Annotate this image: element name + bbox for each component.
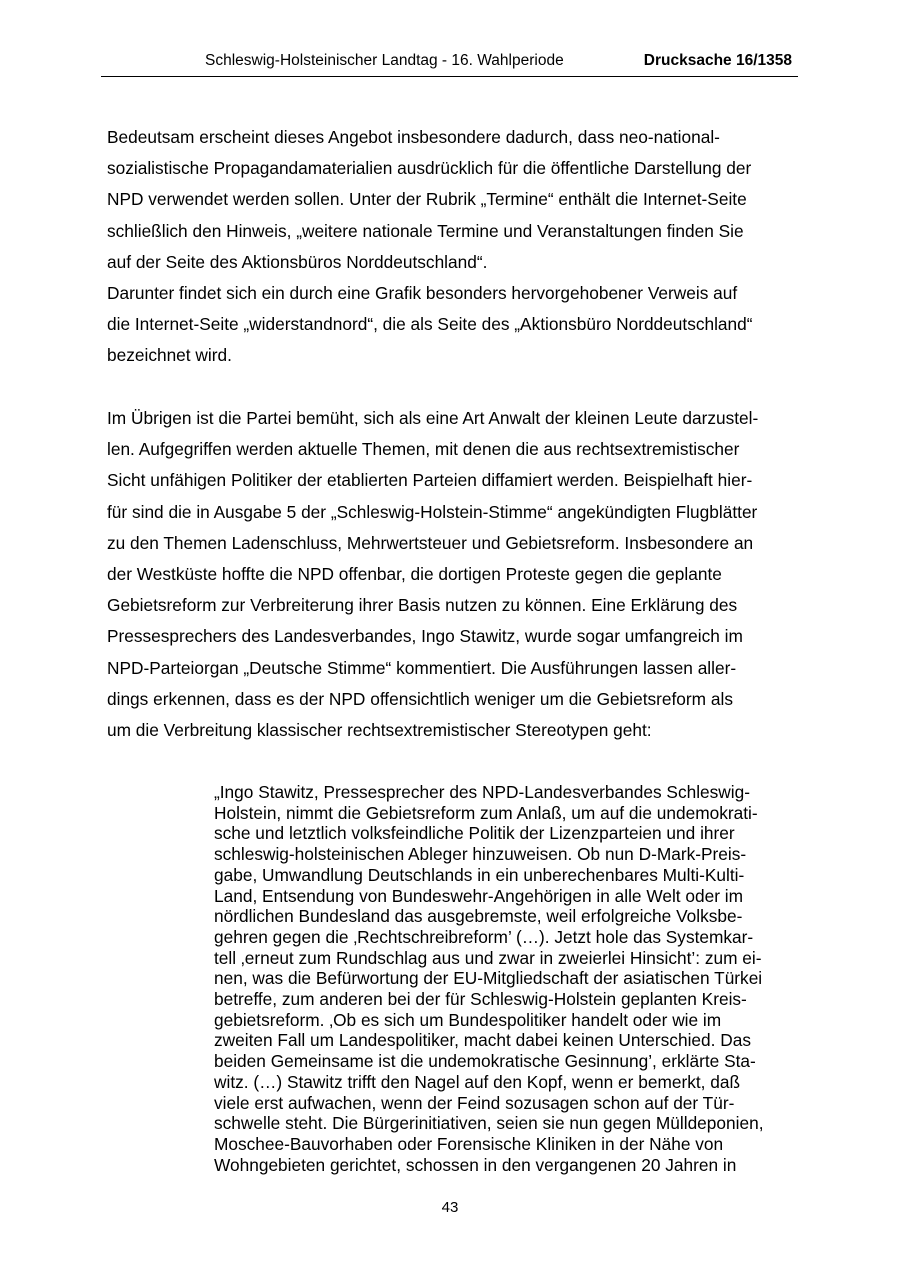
page-number: 43	[441, 1199, 459, 1216]
quote-line: beiden Gemeinsame ist die undemokratische Gesinnung’, erklärte Sta-	[214, 1051, 756, 1072]
paragraph-2	[107, 403, 797, 746]
quote-line: betreffe, zum anderen bei der für Schleswig-Holstein geplanten Kreis-	[214, 989, 747, 1010]
quote-line: schleswig-holsteinischen Ableger hinzuweisen. Ob nun D-Mark-Preis-	[214, 844, 747, 865]
quote-line: Land, Entsendung von Bundeswehr-Angehörigen in alle Welt oder im	[214, 885, 744, 906]
text-line: zu den Themen Ladenschluss, Mehrwertsteuer und Gebietsreform. Insbesondere an	[107, 532, 754, 553]
text-line: der Westküste hoffte die NPD offenbar, die dortigen Proteste gegen die geplante	[107, 564, 722, 585]
quote-line: Holstein, nimmt die Gebietsreform zum Anlaß, um auf die undemokrati-	[214, 802, 758, 823]
text-line: sozialistische Propagandamaterialien ausdrücklich für die öffentliche Darstellung der	[107, 158, 752, 179]
paragraph-1	[107, 122, 797, 372]
quote-line: Moschee-Bauvorhaben oder Forensische Kliniken in der Nähe von	[214, 1133, 724, 1154]
quote-line: viele erst aufwachen, wenn der Feind sozusagen schon auf der Tür-	[214, 1092, 735, 1113]
page-header	[101, 52, 798, 77]
quote-line: tell ‚erneut zum Rundschlag aus und zwar in zweierlei Hinsicht’: zum ei-	[214, 947, 762, 968]
text-line: dings erkennen, dass es der NPD offensichtlich weniger um die Gebietsreform als	[107, 688, 733, 709]
quote-line: gabe, Umwandlung Deutschlands in ein unberechenbares Multi-Kulti-	[214, 864, 745, 885]
quote-line: schwelle steht. Die Bürgerinitiativen, seien sie nun gegen Mülldeponien,	[214, 1113, 764, 1134]
quote-line: sche und letztlich volksfeindliche Politik der Lizenzparteien und ihrer	[214, 823, 735, 844]
text-line: Sicht unfähigen Politiker der etablierten Parteien diffamiert werden. Beispielhaft hier-	[107, 470, 753, 491]
quote-line: Wohngebieten gerichtet, schossen in den vergangenen 20 Jahren in	[214, 1154, 737, 1175]
text-line: Gebietsreform zur Verbreiterung ihrer Basis nutzen zu können. Eine Erklärung des	[107, 595, 738, 616]
text-line: Im Übrigen ist die Partei bemüht, sich als eine Art Anwalt der kleinen Leute darzustel-	[107, 408, 759, 428]
quote-line: gebietsreform. ‚Ob es sich um Bundespolitiker handelt oder wie im	[214, 1009, 722, 1030]
text-line: Darunter findet sich ein durch eine Grafik besonders hervorgehobener Verweis auf	[107, 283, 738, 304]
quote-line: nen, was die Befürwortung der EU-Mitgliedschaft der asiatischen Türkei	[214, 968, 763, 989]
text-line: NPD-Parteiorgan „Deutsche Stimme“ kommentiert. Die Ausführungen lassen aller-	[107, 657, 737, 678]
quote-line: zweiten Fall um Landespolitiker, macht dabei keinen Unterschied. Das	[214, 1030, 751, 1051]
header-drucksache: Drucksache 16/1358	[643, 52, 792, 69]
text-line: auf der Seite des Aktionsbüros Norddeutschland“.	[107, 251, 488, 272]
quote-line: „Ingo Stawitz, Pressesprecher des NPD-Landesverbandes Schleswig-	[214, 782, 750, 802]
text-line: Bedeutsam erscheint dieses Angebot insbesondere dadurch, dass neo-national-	[107, 127, 720, 147]
text-line: Pressesprechers des Landesverbandes, Ingo Stawitz, wurde sogar umfangreich im	[107, 626, 743, 647]
header-title: Schleswig-Holsteinischer Landtag - 16. Wahlperiode	[205, 52, 564, 69]
quote-line: gehren gegen die ‚Rechtschreibreform’ (…). Jetzt hole das Systemkar-	[214, 926, 754, 947]
text-line: NPD verwendet werden sollen. Unter der Rubrik „Termine“ enthält die Internet-Seite	[107, 189, 747, 210]
text-line: len. Aufgegriffen werden aktuelle Themen, mit denen die aus rechtsextremistischer	[107, 439, 740, 460]
block-quote	[214, 782, 804, 1175]
quote-line: nördlichen Bundesland das ausgebremste, weil erfolgreiche Volksbe-	[214, 906, 743, 927]
text-line: um die Verbreitung klassischer rechtsextremistischer Stereotypen geht:	[107, 720, 652, 741]
text-line: bezeichnet wird.	[107, 345, 232, 366]
quote-line: witz. (…) Stawitz trifft den Nagel auf den Kopf, wenn er bemerkt, daß	[214, 1071, 741, 1092]
text-line: für sind die in Ausgabe 5 der „Schleswig-Holstein-Stimme“ angekündigten Flugblätter	[107, 501, 758, 522]
text-line: die Internet-Seite „widerstandnord“, die als Seite des „Aktionsbüro Norddeutschland“	[107, 314, 753, 335]
text-line: schließlich den Hinweis, „weitere nationale Termine und Veranstaltungen finden Sie	[107, 220, 744, 241]
